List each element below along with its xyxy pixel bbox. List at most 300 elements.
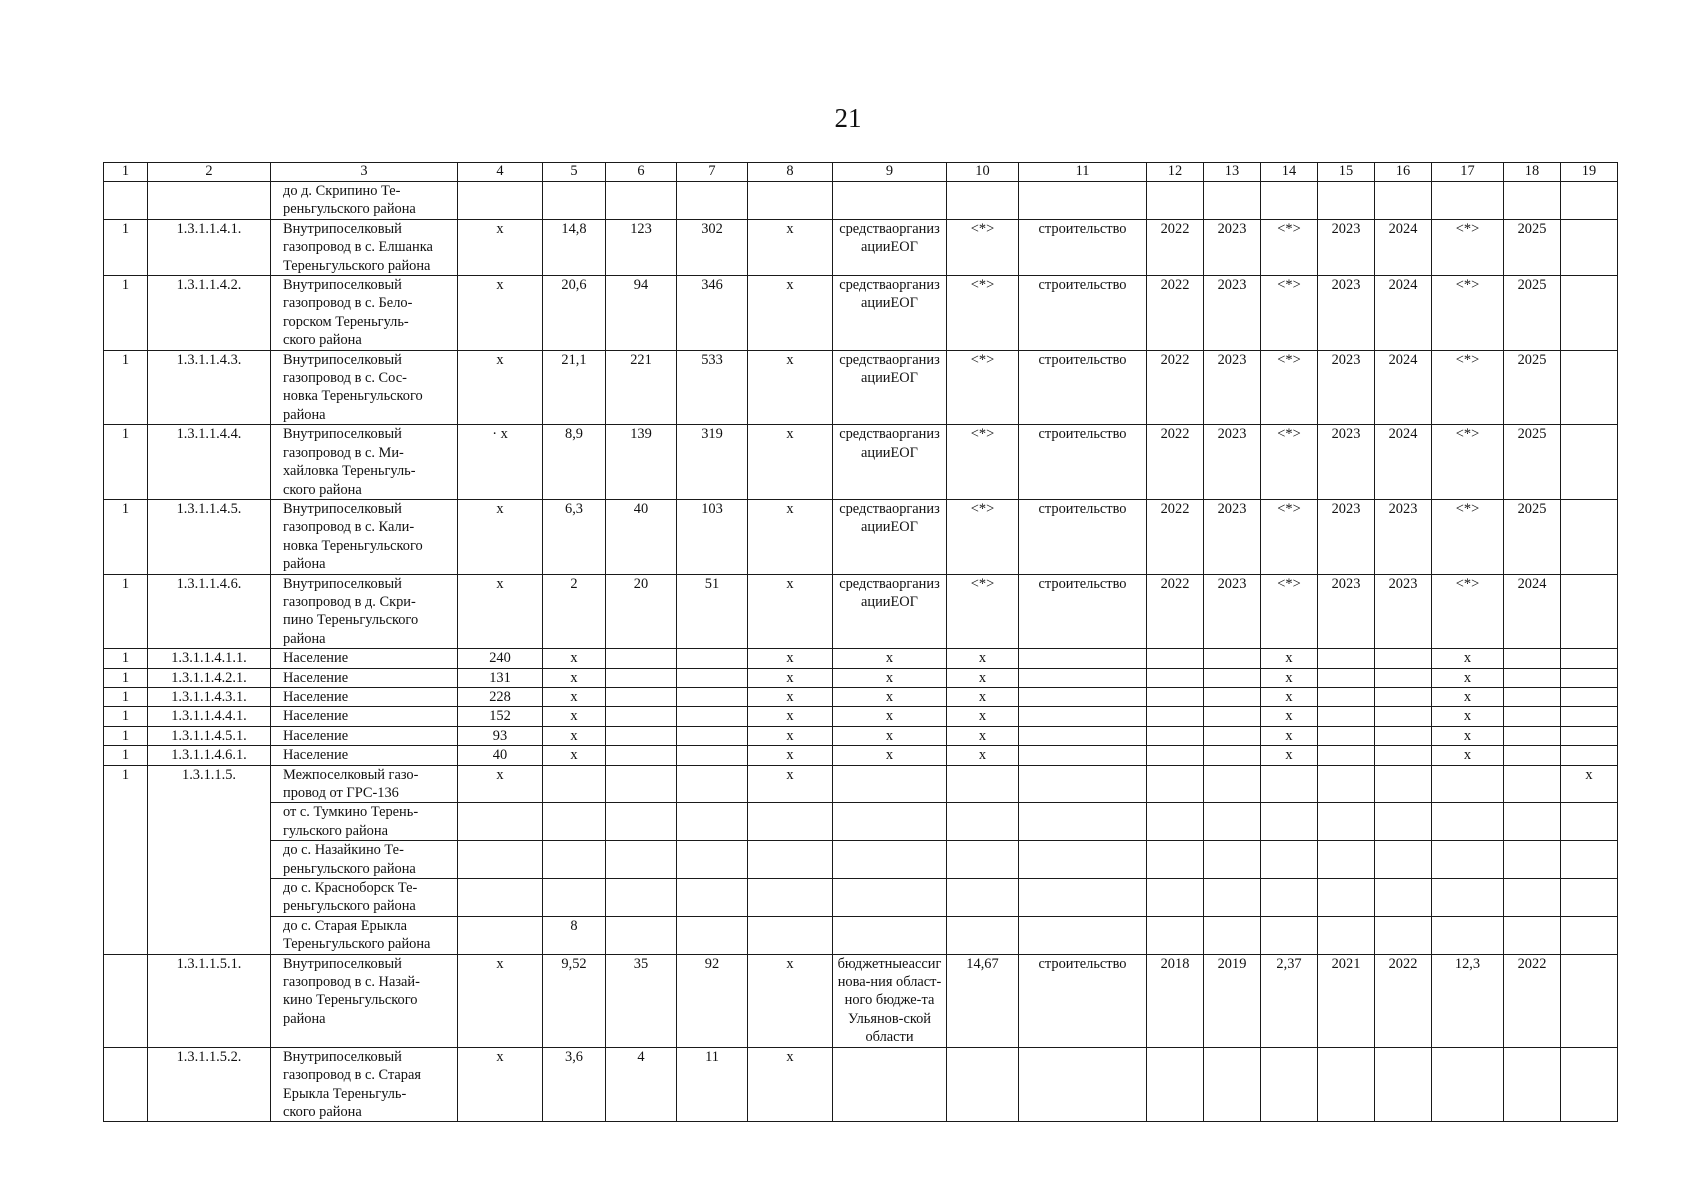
- cell-18: [1504, 668, 1561, 687]
- cell-13: 2023: [1204, 425, 1261, 500]
- cell-15: [1318, 707, 1375, 726]
- cell-12: 2022: [1147, 350, 1204, 425]
- cell-12: [1147, 803, 1204, 841]
- investment-program-table: [103, 162, 1618, 1122]
- cell-14: [1261, 916, 1318, 954]
- cell-17: x: [1432, 668, 1504, 687]
- cell-19: [1561, 879, 1618, 917]
- funding-source-line: бюджетные: [837, 955, 909, 972]
- cell-6: 94: [606, 276, 677, 351]
- project-row: [104, 350, 1618, 425]
- cell-19: [1561, 182, 1618, 220]
- cell-19: [1561, 276, 1618, 351]
- cell-15: [1318, 687, 1375, 706]
- cell-9: x: [833, 687, 947, 706]
- cell-17: 12,3: [1432, 954, 1504, 1047]
- cell-19: [1561, 841, 1618, 879]
- cell-13: [1204, 687, 1261, 706]
- item-code-cell: 1.3.1.1.4.5.1.: [148, 726, 271, 745]
- funding-source-cell: [833, 219, 947, 275]
- group-cell: 1: [104, 219, 148, 275]
- cell-12: 2022: [1147, 276, 1204, 351]
- object-name-line: Внутрипоселковый: [283, 955, 402, 972]
- object-name-cell: Население: [271, 726, 458, 745]
- funding-source-cell: [833, 425, 947, 500]
- cell-10: [947, 1047, 1019, 1122]
- group-cell: [104, 1047, 148, 1122]
- cell-17: [1432, 916, 1504, 954]
- group-cell: [104, 954, 148, 1047]
- column-number-cell: 7: [677, 163, 748, 182]
- cell-16: [1375, 1047, 1432, 1122]
- cell-13: [1204, 182, 1261, 220]
- cell-4: [458, 182, 543, 220]
- cell-7: [677, 649, 748, 668]
- group-cell: 1: [104, 726, 148, 745]
- cell-17: x: [1432, 707, 1504, 726]
- cell-13: [1204, 726, 1261, 745]
- funding-source-line: ного бюдже-: [844, 992, 922, 1009]
- cell-13: [1204, 707, 1261, 726]
- work-type-cell: строительство: [1019, 499, 1147, 574]
- item-code-cell: 1.3.1.1.4.2.: [148, 276, 271, 351]
- cell-10: x: [947, 726, 1019, 745]
- column-number-row: [104, 163, 1618, 182]
- cell-10: <*>: [947, 425, 1019, 500]
- funding-source-line: средства: [839, 277, 892, 294]
- funding-source-line: организации: [860, 220, 940, 256]
- object-name-cell: [271, 916, 458, 954]
- cell-10: [947, 916, 1019, 954]
- cell-8: x: [748, 649, 833, 668]
- cell-16: 2024: [1375, 425, 1432, 500]
- cell-5: [543, 765, 606, 803]
- cell-12: [1147, 841, 1204, 879]
- cell-16: [1375, 707, 1432, 726]
- cell-12: [1147, 707, 1204, 726]
- cell-18: 2025: [1504, 350, 1561, 425]
- page-number: 21: [834, 103, 862, 133]
- cell-17: [1432, 182, 1504, 220]
- cell-17: <*>: [1432, 499, 1504, 574]
- cell-11: [1019, 916, 1147, 954]
- cell-4: 240: [458, 649, 543, 668]
- cell-16: [1375, 803, 1432, 841]
- object-name-line: газопровод в д. Скри-: [283, 593, 416, 610]
- cell-17: x: [1432, 687, 1504, 706]
- funding-source-line: ЕОГ: [890, 519, 918, 536]
- cell-18: [1504, 687, 1561, 706]
- cell-19: [1561, 687, 1618, 706]
- work-type-cell: [1019, 1047, 1147, 1122]
- cell-4: x: [458, 1047, 543, 1122]
- cell-8: x: [748, 746, 833, 765]
- cell-16: [1375, 879, 1432, 917]
- cell-6: 40: [606, 499, 677, 574]
- cell-7: 103: [677, 499, 748, 574]
- cell-14: [1261, 765, 1318, 803]
- cell-10: <*>: [947, 276, 1019, 351]
- cell-6: [606, 841, 677, 879]
- object-name-line: газопровод в с. Старая: [283, 1067, 422, 1084]
- cell-15: [1318, 649, 1375, 668]
- cell-8: x: [748, 1047, 833, 1122]
- cell-10: <*>: [947, 499, 1019, 574]
- cell-4: x: [458, 574, 543, 649]
- column-number-cell: 15: [1318, 163, 1375, 182]
- funding-source-line: ния област-: [870, 974, 942, 991]
- object-name-cell: [271, 879, 458, 917]
- cell-13: [1204, 668, 1261, 687]
- cell-15: 2023: [1318, 574, 1375, 649]
- object-name-line: до с. Старая Ерыкла: [283, 917, 407, 934]
- funding-source-line: ЕОГ: [890, 239, 918, 256]
- funding-source-cell: [833, 499, 947, 574]
- cell-13: [1204, 841, 1261, 879]
- cell-11: [1019, 879, 1147, 917]
- interpipe-row: [104, 841, 1618, 879]
- cell-11: [1019, 841, 1147, 879]
- object-name-line: новка Тереньгульского: [283, 537, 423, 554]
- object-name-line: Внутрипоселковый: [283, 1048, 402, 1065]
- object-name-line: хайловка Тереньгуль-: [283, 463, 416, 480]
- cell-17: x: [1432, 726, 1504, 745]
- cell-14: x: [1261, 687, 1318, 706]
- cell-18: 2025: [1504, 425, 1561, 500]
- object-name-line: Внутрипоселковый: [283, 220, 402, 237]
- cell-15: [1318, 841, 1375, 879]
- cell-4: x: [458, 499, 543, 574]
- funding-source-line: организации: [860, 351, 940, 387]
- item-code-cell: 1.3.1.1.4.6.: [148, 574, 271, 649]
- cell-8: x: [748, 726, 833, 745]
- cell-15: [1318, 746, 1375, 765]
- cell-5: x: [543, 687, 606, 706]
- cell-19: x: [1561, 765, 1618, 803]
- column-number-cell: 16: [1375, 163, 1432, 182]
- cell-15: [1318, 726, 1375, 745]
- column-number-cell: 4: [458, 163, 543, 182]
- funding-source-line: ЕОГ: [890, 444, 918, 461]
- cell-14: <*>: [1261, 425, 1318, 500]
- cell-13: [1204, 765, 1261, 803]
- interpipe-row: [104, 803, 1618, 841]
- cell-12: 2022: [1147, 574, 1204, 649]
- funding-source-line: организации: [860, 575, 940, 610]
- cell-9: [833, 803, 947, 841]
- cell-17: [1432, 841, 1504, 879]
- cell-17: <*>: [1432, 219, 1504, 275]
- cell-6: [606, 746, 677, 765]
- cell-9: x: [833, 707, 947, 726]
- cell-8: x: [748, 707, 833, 726]
- object-name-line: ского района: [283, 1103, 362, 1120]
- cell-18: [1504, 916, 1561, 954]
- cell-7: [677, 668, 748, 687]
- funding-source-line: организации: [860, 500, 940, 536]
- object-name-cell: [271, 765, 458, 803]
- cell-18: [1504, 182, 1561, 220]
- table-body: [104, 163, 1618, 1122]
- cell-18: [1504, 803, 1561, 841]
- object-name-line: Ерыкла Тереньгуль-: [283, 1085, 407, 1102]
- cell-19: [1561, 916, 1618, 954]
- work-type-cell: строительство: [1019, 219, 1147, 275]
- cell-9: [833, 182, 947, 220]
- cell-7: 346: [677, 276, 748, 351]
- population-row: [104, 726, 1618, 745]
- cell-7: [677, 803, 748, 841]
- cell-12: [1147, 746, 1204, 765]
- cell-14: <*>: [1261, 350, 1318, 425]
- sub-project-row: [104, 1047, 1618, 1122]
- cell-13: [1204, 1047, 1261, 1122]
- cell-12: [1147, 182, 1204, 220]
- cell-6: 221: [606, 350, 677, 425]
- object-name-cell: [271, 954, 458, 1047]
- cell-17: [1432, 879, 1504, 917]
- object-name-cell: Население: [271, 746, 458, 765]
- cell-16: [1375, 746, 1432, 765]
- cell-12: 2022: [1147, 425, 1204, 500]
- object-name-cell: [271, 350, 458, 425]
- cell-15: [1318, 879, 1375, 917]
- cell-16: [1375, 182, 1432, 220]
- cell-10: [947, 182, 1019, 220]
- group-cell: 1: [104, 574, 148, 649]
- cell-16: 2024: [1375, 276, 1432, 351]
- population-row: [104, 707, 1618, 726]
- cell-6: [606, 687, 677, 706]
- cell-8: x: [748, 499, 833, 574]
- column-number-cell: 14: [1261, 163, 1318, 182]
- cell-2: [148, 182, 271, 220]
- cell-7: 92: [677, 954, 748, 1047]
- cell-15: 2023: [1318, 219, 1375, 275]
- cell-7: [677, 746, 748, 765]
- cell-6: [606, 916, 677, 954]
- cell-4: x: [458, 219, 543, 275]
- object-name-cell: [271, 1047, 458, 1122]
- cell-16: [1375, 649, 1432, 668]
- item-code-cell: 1.3.1.1.5.: [148, 765, 271, 954]
- column-number-cell: 19: [1561, 163, 1618, 182]
- population-row: [104, 668, 1618, 687]
- item-code-cell: 1.3.1.1.4.3.1.: [148, 687, 271, 706]
- object-name-cell: Население: [271, 649, 458, 668]
- object-name-cell: Население: [271, 687, 458, 706]
- work-type-cell: строительство: [1019, 350, 1147, 425]
- cell-5: 8: [543, 916, 606, 954]
- cell-9: [833, 879, 947, 917]
- funding-source-line: ЕОГ: [890, 295, 918, 312]
- cell-5: 21,1: [543, 350, 606, 425]
- cell-13: [1204, 879, 1261, 917]
- cell-17: <*>: [1432, 350, 1504, 425]
- cell-8: x: [748, 219, 833, 275]
- cell-7: 11: [677, 1047, 748, 1122]
- cell-15: [1318, 182, 1375, 220]
- column-number-cell: 13: [1204, 163, 1261, 182]
- cell-14: 2,37: [1261, 954, 1318, 1047]
- object-name-line: до с. Красноборск Те-: [283, 880, 418, 897]
- object-name-cell: [271, 803, 458, 841]
- cell-15: [1318, 765, 1375, 803]
- cell-19: [1561, 499, 1618, 574]
- cell-4: [458, 916, 543, 954]
- funding-source-line: ЕОГ: [890, 370, 918, 387]
- cell-8: x: [748, 668, 833, 687]
- cell-15: 2023: [1318, 499, 1375, 574]
- population-row: [104, 746, 1618, 765]
- cell-19: [1561, 219, 1618, 275]
- interpipe-row: [104, 916, 1618, 954]
- object-name-cell: [271, 574, 458, 649]
- group-cell: 1: [104, 707, 148, 726]
- object-name-line: реньгульского района: [283, 860, 416, 877]
- cell-4: x: [458, 276, 543, 351]
- cell-19: [1561, 574, 1618, 649]
- cell-14: [1261, 841, 1318, 879]
- cell-8: x: [748, 954, 833, 1047]
- cell-6: [606, 726, 677, 745]
- cell-11: [1019, 182, 1147, 220]
- group-cell: 1: [104, 668, 148, 687]
- cell-12: [1147, 687, 1204, 706]
- cell-15: 2021: [1318, 954, 1375, 1047]
- cell-15: 2023: [1318, 425, 1375, 500]
- object-name-line: Внутрипоселковый: [283, 351, 402, 368]
- cell-10: x: [947, 707, 1019, 726]
- cell-7: [677, 182, 748, 220]
- cell-12: 2018: [1147, 954, 1204, 1047]
- project-row: [104, 574, 1618, 649]
- cell-14: <*>: [1261, 499, 1318, 574]
- cell-8: x: [748, 574, 833, 649]
- cell-14: <*>: [1261, 276, 1318, 351]
- cell-5: 8,9: [543, 425, 606, 500]
- sub-project-row: [104, 954, 1618, 1047]
- cell-12: 2022: [1147, 219, 1204, 275]
- funding-source-line: средства: [839, 500, 892, 517]
- group-cell: 1: [104, 350, 148, 425]
- object-name-cell: Население: [271, 668, 458, 687]
- cell-18: [1504, 726, 1561, 745]
- cell-5: [543, 803, 606, 841]
- funding-source-line: организации: [860, 277, 940, 312]
- column-number-cell: 3: [271, 163, 458, 182]
- cell-5: 6,3: [543, 499, 606, 574]
- funding-source-cell: [833, 954, 947, 1047]
- object-name-line: Межпоселковый газо-: [283, 766, 419, 783]
- object-name-cell: [271, 276, 458, 351]
- cell-5: 9,52: [543, 954, 606, 1047]
- cell-11: [1019, 668, 1147, 687]
- cell-6: [606, 649, 677, 668]
- object-name-cell: [271, 425, 458, 500]
- project-row: [104, 219, 1618, 275]
- interpipe-row: [104, 879, 1618, 917]
- column-number-cell: 17: [1432, 163, 1504, 182]
- cell-13: 2023: [1204, 574, 1261, 649]
- cell-7: [677, 687, 748, 706]
- project-row: [104, 276, 1618, 351]
- cell-8: x: [748, 687, 833, 706]
- cell-10: x: [947, 746, 1019, 765]
- cell-14: x: [1261, 668, 1318, 687]
- cell-11: [1019, 649, 1147, 668]
- cell-16: [1375, 668, 1432, 687]
- object-name-line: Внутрипоселковый: [283, 500, 402, 517]
- cell-8: [748, 879, 833, 917]
- cell-15: [1318, 803, 1375, 841]
- cell-10: [947, 765, 1019, 803]
- object-name-line: реньгульского района: [283, 898, 416, 915]
- object-name-cell: [271, 219, 458, 275]
- object-name-line: от с. Тумкино Терень-: [283, 804, 419, 821]
- cell-9: x: [833, 668, 947, 687]
- object-name-line: до д. Скрипино Те-: [283, 183, 401, 199]
- object-name-line: Тереньгульского района: [283, 936, 431, 953]
- cell-4: 228: [458, 687, 543, 706]
- cell-18: 2025: [1504, 276, 1561, 351]
- object-name-line: газопровод в с. Назай-: [283, 974, 420, 991]
- cell-11: [1019, 803, 1147, 841]
- cell-7: [677, 879, 748, 917]
- cell-19: [1561, 1047, 1618, 1122]
- object-name-line: до с. Назайкино Те-: [283, 842, 404, 859]
- object-name-cell: Население: [271, 707, 458, 726]
- work-type-cell: строительство: [1019, 425, 1147, 500]
- continuation-row: [104, 182, 1618, 220]
- funding-source-line: средства: [839, 220, 892, 237]
- project-row: [104, 425, 1618, 500]
- cell-18: [1504, 765, 1561, 803]
- cell-9: [833, 841, 947, 879]
- cell-5: 2: [543, 574, 606, 649]
- object-name-line: района: [283, 630, 326, 647]
- cell-14: [1261, 182, 1318, 220]
- object-name-line: района: [283, 406, 326, 423]
- funding-source-cell: [833, 1047, 947, 1122]
- cell-6: 139: [606, 425, 677, 500]
- cell-17: <*>: [1432, 425, 1504, 500]
- funding-source-line: ассигнова-: [837, 955, 942, 991]
- cell-5: [543, 182, 606, 220]
- item-code-cell: 1.3.1.1.4.4.: [148, 425, 271, 500]
- cell-16: 2024: [1375, 219, 1432, 275]
- cell-5: x: [543, 746, 606, 765]
- cell-19: [1561, 649, 1618, 668]
- cell-1: [104, 182, 148, 220]
- cell-10: x: [947, 668, 1019, 687]
- cell-9: x: [833, 726, 947, 745]
- cell-15: 2023: [1318, 350, 1375, 425]
- project-row: [104, 499, 1618, 574]
- group-cell: 1: [104, 765, 148, 954]
- cell-18: [1504, 746, 1561, 765]
- cell-16: [1375, 765, 1432, 803]
- object-name-line: района: [283, 556, 326, 573]
- cell-16: [1375, 726, 1432, 745]
- cell-5: [543, 841, 606, 879]
- cell-19: [1561, 954, 1618, 1047]
- cell-12: [1147, 879, 1204, 917]
- column-number-cell: 6: [606, 163, 677, 182]
- object-name-line: Внутрипоселковый: [283, 575, 402, 592]
- object-name-line: реньгульского района: [283, 201, 416, 218]
- funding-source-line: организации: [860, 426, 940, 461]
